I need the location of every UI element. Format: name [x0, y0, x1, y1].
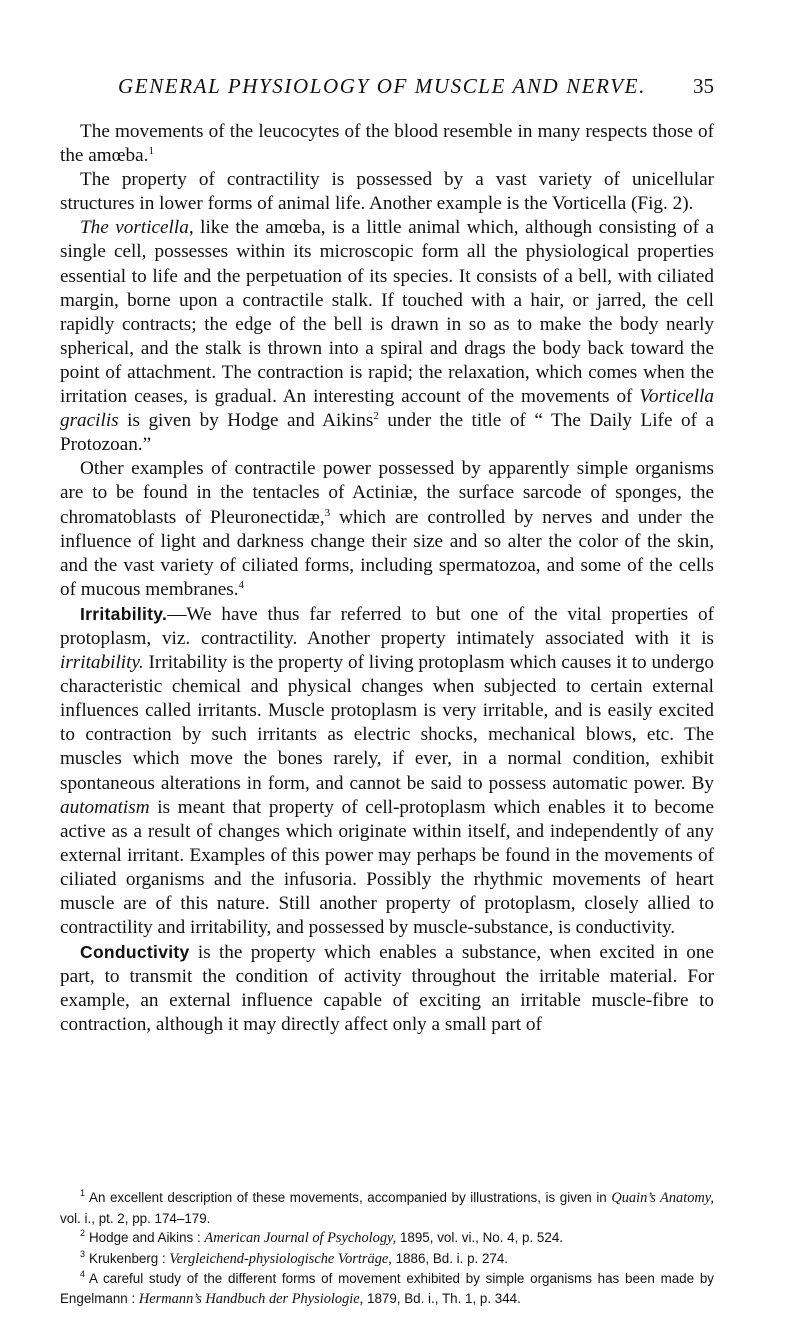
paragraph-text: —We have thus far referred to but one of the vital properties of protoplasm, viz. contractility. Another property intimately associated with it is — [60, 603, 714, 649]
paragraph-text: Other examples of contractile power possessed by apparently simple organisms are to be found in the tentacles of Actiniæ, the surface sarcode of sponges, the chromatoblasts of Pleuronectidæ, — [60, 458, 714, 528]
paragraph-text: Irritability is the property of living protoplasm which causes it to undergo characteristic chemical and physical changes when subjected to certain external influences called irritants. Muscle protoplasm is very irritable, and is easily excited to contraction by such irritants as electric shocks, mechanical blows, etc. The muscles which move the bones rarely, if ever, in a normal condition, exhibit spontaneous alterations in form, and cannot be said to possess automatic power. By — [60, 652, 714, 794]
footnote-text: A careful study of the different forms of movement exhibited by simple organisms has been made by Engelmann : — [60, 1271, 714, 1306]
footnote-ref: 4 — [238, 578, 245, 591]
footnote-text: 1886, Bd. i. p. 274. — [391, 1250, 509, 1266]
footnote — [60, 1188, 714, 1228]
footnote-ref: 3 — [324, 506, 331, 519]
italic-term: automatism — [60, 796, 150, 818]
italic-term: The vorticella, — [80, 217, 194, 239]
body-text — [60, 120, 714, 1038]
footnote-text: vol. i., pt. 2, pp. 174–179. — [60, 1210, 211, 1226]
paragraph-text: is meant that property of cell-protoplasm which enables it to become active as a result of changes which originate within itself, and independently of any external irritant. Examples of this power may perhaps be found in the movements of ciliated organisms and the infusoria. Possibly the rhythmic movements of heart muscle are of this nature. Still another property of protoplasm, closely allied to contractility and irritability, and possessed by muscle-substance, is conductivity. — [60, 796, 714, 939]
paragraph-text: is given by Hodge and Aikins — [118, 410, 374, 432]
footnote-number: 1 — [80, 1188, 86, 1198]
footnote-number: 4 — [80, 1269, 86, 1280]
footnote-ref: 2 — [373, 410, 379, 423]
footnote — [60, 1249, 714, 1270]
footnote-italic: American Journal of Psychology, — [204, 1230, 397, 1247]
footnote — [60, 1269, 714, 1309]
footnote-italic: Quain’s Anatomy, — [611, 1190, 714, 1206]
footnote-text: 1895, vol. vi., No. 4, p. 524. — [396, 1230, 563, 1246]
footnote-italic: Hermann’s Handbuch der Physiologie, — [138, 1290, 364, 1307]
italic-term: Vorticella gracilis — [60, 386, 714, 432]
paragraph-leucocytes — [60, 120, 714, 168]
paragraph-text: under the title of “ The Daily Life of a Protozoan.” — [60, 410, 714, 456]
footnote-italic: Vergleichend-physiologische Vorträge, — [169, 1250, 392, 1267]
running-head — [118, 74, 714, 104]
paragraph-text: which are controlled by nerves and under the influence of light and darkness change their size and so alter the color of the skin, and the vast variety of ciliated forms, including spermatozoa, and some of the cells of mucous membranes. — [60, 506, 714, 600]
page-number: 35 — [693, 74, 714, 98]
running-title: GENERAL PHYSIOLOGY OF MUSCLE AND NERVE. — [118, 74, 646, 98]
paragraph-text: like the amœba, is a little animal which, although consisting of a single cell, possesses within its microscopic form all the physiological properties essential to life and the perpetuation of its species. It consists of a bell, with ciliated margin, borne upon a contractile stalk. If touched with a hair, or jarred, the cell rapidly contracts; the edge of the bell is drawn in so as to make the body nearly spherical, and the stalk is thrown into a spiral and drags the body back toward the point of attachment. The contraction is rapid; the relaxation, which comes when the irritation ceases, is gradual. An interesting account of the movements of — [60, 217, 714, 408]
footnote — [60, 1228, 714, 1249]
paragraph-other-examples — [60, 457, 714, 602]
section-heading-conductivity: Conductivity — [80, 942, 190, 963]
paragraph-text: The movements of the leucocytes of the blood resemble in many respects those of the amœba. — [60, 121, 714, 167]
section-heading-irritability: Irritability. — [80, 603, 168, 624]
footnote-ref: 1 — [148, 145, 154, 158]
footnotes — [60, 1188, 714, 1310]
paragraph-vorticella — [60, 216, 714, 457]
paragraph-text: The property of contractility is possessed by a vast variety of unicellular structures in lower forms of animal life. Another example is the Vorticella (Fig. 2). — [60, 169, 714, 215]
italic-term: irritability. — [60, 652, 144, 674]
footnote-text: Krukenberg : — [89, 1250, 170, 1266]
paragraph-conductivity — [60, 940, 714, 1037]
paragraph-text: is the property which enables a substance, when excited in one part, to transmit the condition of activity throughout the irritable material. For example, an external influence capable of exciting an irritable muscle-fibre to contraction, although it may directly affect only a small part of — [60, 942, 714, 1036]
footnote-text: Hodge and Aikins : — [89, 1230, 205, 1246]
paragraph-irritability — [60, 602, 714, 940]
footnote-text: 1879, Bd. i., Th. 1, p. 344. — [363, 1290, 521, 1306]
footnote-number: 3 — [80, 1248, 86, 1259]
footnote-text: An excellent description of these movements, accompanied by illustrations, is given in — [89, 1190, 612, 1205]
paragraph-contractility — [60, 168, 714, 216]
footnote-number: 2 — [80, 1228, 86, 1239]
